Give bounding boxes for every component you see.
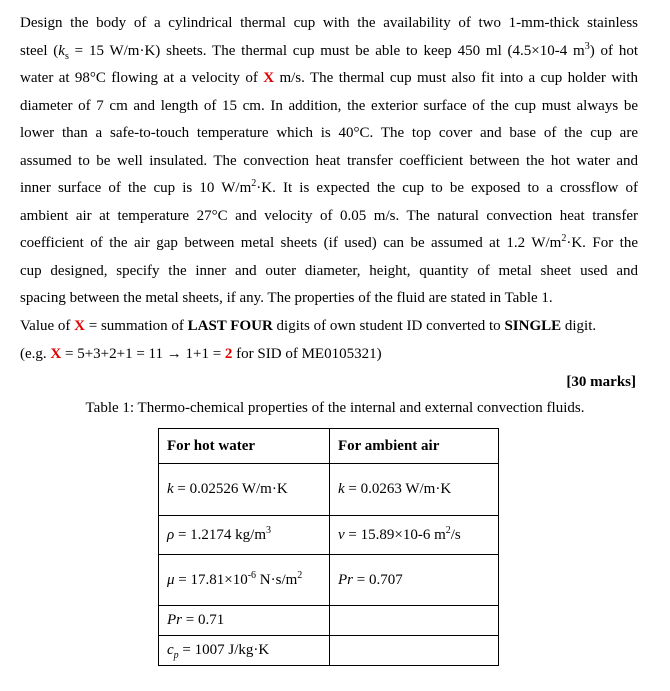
water-specific-heat: $c_p = 1007$ J/kg·K — [159, 636, 330, 666]
problem-line-2: steel ($k_s = 15$ W/m·K) sheets. The thermal cup must be able to keep 450 ml (4.5×10-4 $m^3$) of hot — [20, 40, 638, 62]
value-of-x-definition: Value of X = summation of LAST FOUR digits of own student ID converted to SINGLE digit. — [20, 318, 597, 334]
problem-statement — [20, 10, 638, 313]
water-dynamic-viscosity: $\mu = 17.81\times 10^{-6}$ $N\cdot s/m^2$ — [159, 555, 330, 606]
empty-cell — [330, 636, 499, 666]
water-prandtl: Pr = 0.71 — [159, 606, 330, 636]
water-conductivity: k = 0.02526 W/m·K — [159, 464, 330, 516]
table-header-row — [159, 429, 499, 464]
water-density: ρ = 1.2174 $kg/m^3$ — [159, 516, 330, 555]
header-ambient-air: For ambient air — [330, 429, 499, 464]
table-row — [159, 464, 499, 516]
problem-line-1: Design the body of a cylindrical thermal cup with the availability of two 1-mm-thick stainless — [20, 15, 638, 31]
problem-line-4: diameter of 7 cm and length of 15 cm. In addition, the exterior surface of the cup must always be — [20, 97, 638, 114]
example-calculation: (e.g. X = 5+3+2+1 = 11 → 1+1 = 2 for SID of ME0105321) — [20, 346, 382, 362]
air-prandtl: Pr = 0.707 — [330, 555, 499, 606]
problem-line-8: ambient air at temperature 27°C and velocity of 0.05 m/s. The natural convection heat transfer — [20, 207, 638, 224]
problem-line-6: assumed to be well insulated. The convection heat transfer coefficient between the hot water and — [20, 152, 638, 169]
variable-x: X — [263, 70, 275, 86]
table-row — [159, 555, 499, 606]
air-conductivity: k = 0.0263 W/m·K — [330, 464, 499, 516]
table-row — [159, 636, 499, 666]
empty-cell — [330, 606, 499, 636]
problem-line-10: cup designed, specify the inner and outer diameter, height, quantity of metal sheet used and — [20, 262, 638, 279]
air-kinematic-viscosity: v = 15.89×10-6 $m^2/s$ — [330, 516, 499, 555]
problem-line-5: lower than a safe-to-touch temperature which is 40°C. The top cover and base of the cup are — [20, 125, 638, 141]
table-row — [159, 516, 499, 555]
problem-line-9: coefficient of the air gap between metal sheets (if used) can be assumed at 1.2 $W/m^2\cdot K$. For the — [20, 233, 638, 251]
header-hot-water: For hot water — [159, 429, 330, 464]
problem-line-11: spacing between the metal sheets, if any. The properties of the fluid are stated in Table 1. — [20, 290, 553, 306]
table-row — [159, 606, 499, 636]
properties-table — [158, 428, 499, 666]
table-caption: Table 1: Thermo-chemical properties of the internal and external convection fluids. — [85, 400, 585, 416]
marks-label: [30 marks] — [566, 374, 636, 390]
problem-line-3: water at 98°C flowing at a velocity of X m/s. The thermal cup must also fit into a cup holder with — [20, 70, 638, 86]
problem-line-7: inner surface of the cup is 10 $W/m^2\cdot K$. It is expected the cup to be exposed to a crossflow of — [20, 178, 639, 196]
